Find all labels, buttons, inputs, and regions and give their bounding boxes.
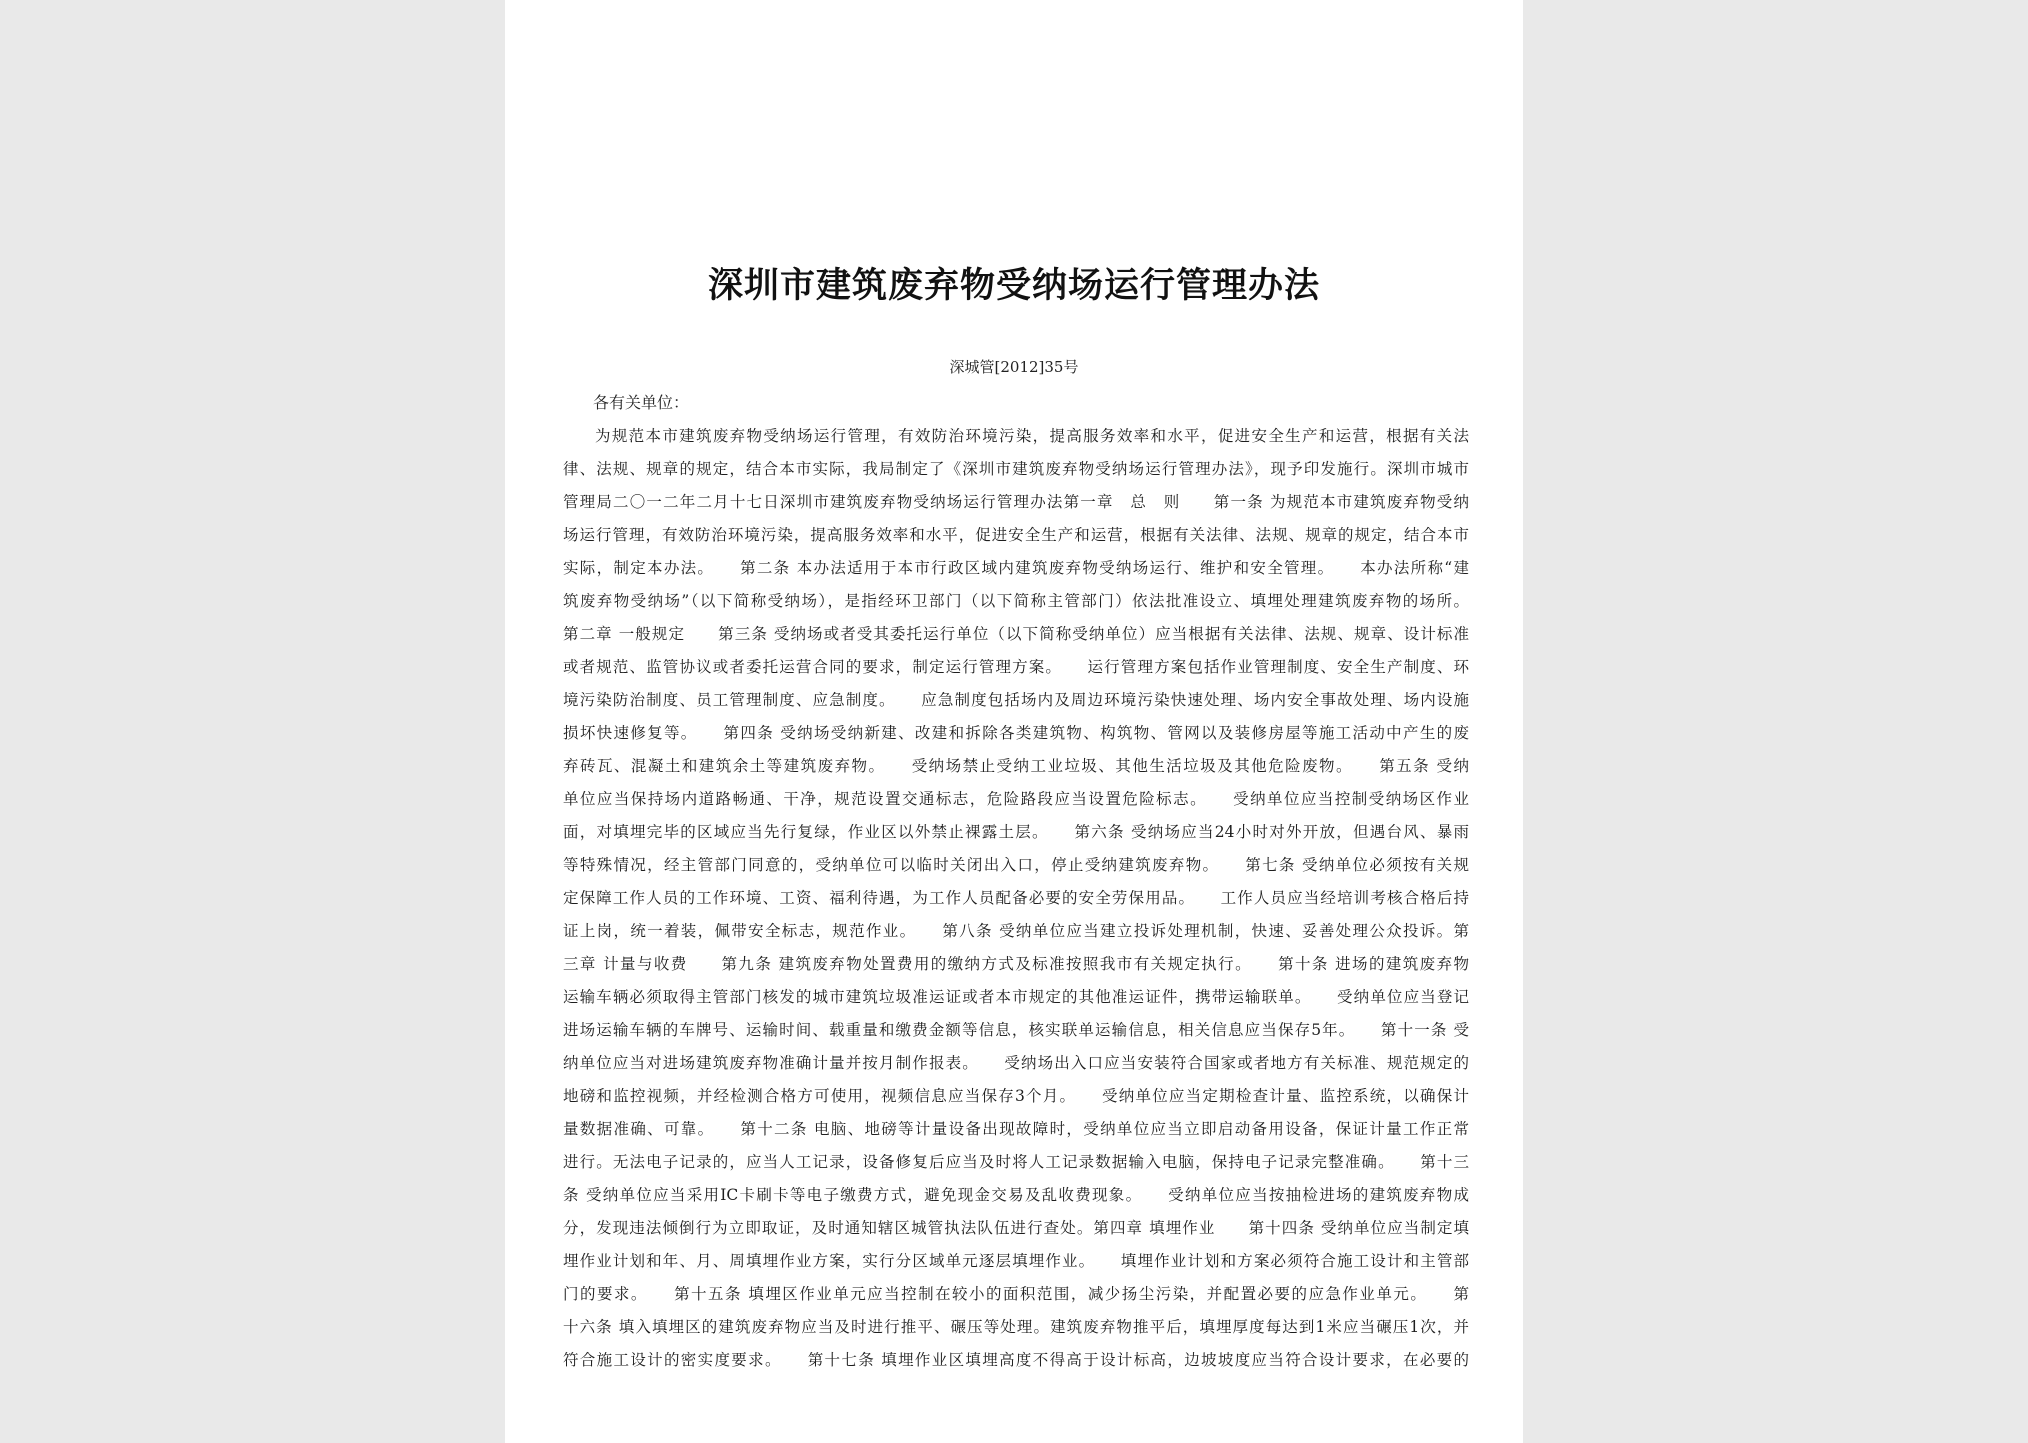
body-line: 三章 计量与收费 第九条 建筑废弃物处置费用的缴纳方式及标准按照我市有关规定执行。 第十条 进场的建筑废弃物 <box>563 955 1469 973</box>
body-line: 门的要求。 第十五条 填埋区作业单元应当控制在较小的面积范围，减少扬尘污染，并配置必要的应急作业单元。 第 <box>563 1285 1469 1303</box>
body-line: 损坏快速修复等。 第四条 受纳场受纳新建、改建和拆除各类建筑物、构筑物、管网以及装修房屋等施工活动中产生的废 <box>563 724 1469 742</box>
body-line: 地磅和监控视频，并经检测合格方可使用，视频信息应当保存3个月。 受纳单位应当定期检查计量、监控系统，以确保计 <box>563 1087 1469 1105</box>
body-line: 场运行管理，有效防治环境污染，提高服务效率和水平，促进安全生产和运营，根据有关法律、法规、规章的规定，结合本市 <box>563 526 1469 544</box>
body-line: 符合施工设计的密实度要求。 第十七条 填埋作业区填埋高度不得高于设计标高，边坡坡度应当符合设计要求，在必要的 <box>563 1351 1469 1369</box>
document-body <box>563 420 1469 1377</box>
body-line: 条 受纳单位应当采用IC卡刷卡等电子缴费方式，避免现金交易及乱收费现象。 受纳单位应当按抽检进场的建筑废弃物成 <box>563 1186 1469 1204</box>
body-line: 分，发现违法倾倒行为立即取证，及时通知辖区城管执法队伍进行查处。第四章 填埋作业 第十四条 受纳单位应当制定填 <box>563 1219 1469 1237</box>
body-line: 实际，制定本办法。 第二条 本办法适用于本市行政区域内建筑废弃物受纳场运行、维护和安全管理。 本办法所称“建 <box>563 559 1469 577</box>
salutation: 各有关单位： <box>593 393 690 412</box>
body-line: 运输车辆必须取得主管部门核发的城市建筑垃圾准运证或者本市规定的其他准运证件，携带运输联单。 受纳单位应当登记 <box>563 988 1469 1006</box>
document-title: 深圳市建筑废弃物受纳场运行管理办法 <box>707 266 1320 306</box>
body-line: 十六条 填入填埋区的建筑废弃物应当及时进行推平、碾压等处理。建筑废弃物推平后，填埋厚度每达到1米应当碾压1次，并 <box>563 1318 1469 1336</box>
body-line: 境污染防治制度、员工管理制度、应急制度。 应急制度包括场内及周边环境污染快速处理、场内安全事故处理、场内设施 <box>563 691 1469 709</box>
body-line: 埋作业计划和年、月、周填埋作业方案，实行分区域单元逐层填埋作业。 填埋作业计划和方案必须符合施工设计和主管部 <box>563 1252 1469 1270</box>
body-line: 纳单位应当对进场建筑废弃物准确计量并按月制作报表。 受纳场出入口应当安装符合国家或者地方有关标准、规范规定的 <box>563 1054 1469 1072</box>
body-line: 等特殊情况，经主管部门同意的，受纳单位可以临时关闭出入口，停止受纳建筑废弃物。 第七条 受纳单位必须按有关规 <box>563 856 1469 874</box>
body-line: 第二章 一般规定 第三条 受纳场或者受其委托运行单位（以下简称受纳单位）应当根据有关法律、法规、规章、设计标准 <box>563 625 1469 643</box>
body-line: 律、法规、规章的规定，结合本市实际，我局制定了《深圳市建筑废弃物受纳场运行管理办法》，现予印发施行。深圳市城市 <box>563 460 1469 478</box>
body-line: 进场运输车辆的车牌号、运输时间、载重量和缴费金额等信息，核实联单运输信息，相关信息应当保存5年。 第十一条 受 <box>563 1021 1469 1039</box>
body-line: 筑废弃物受纳场”（以下简称受纳场），是指经环卫部门（以下简称主管部门）依法批准设立、填埋处理建筑废弃物的场所。 <box>563 592 1469 610</box>
body-line: 量数据准确、可靠。 第十二条 电脑、地磅等计量设备出现故障时，受纳单位应当立即启动备用设备，保证计量工作正常 <box>563 1120 1469 1138</box>
body-line: 弃砖瓦、混凝土和建筑余土等建筑废弃物。 受纳场禁止受纳工业垃圾、其他生活垃圾及其他危险废物。 第五条 受纳 <box>563 757 1469 775</box>
body-line: 为规范本市建筑废弃物受纳场运行管理，有效防治环境污染，提高服务效率和水平，促进安全生产和运营，根据有关法 <box>595 427 1469 445</box>
body-line: 或者规范、监管协议或者委托运营合同的要求，制定运行管理方案。 运行管理方案包括作业管理制度、安全生产制度、环 <box>563 658 1469 676</box>
document-number: 深城管[2012]35号 <box>949 358 1079 376</box>
document-page <box>505 0 1523 1443</box>
body-line: 管理局二〇一二年二月十七日深圳市建筑废弃物受纳场运行管理办法第一章 总 则 第一条 为规范本市建筑废弃物受纳 <box>563 493 1469 511</box>
body-line: 定保障工作人员的工作环境、工资、福利待遇，为工作人员配备必要的安全劳保用品。 工作人员应当经培训考核合格后持 <box>563 889 1469 907</box>
body-line: 证上岗，统一着装，佩带安全标志，规范作业。 第八条 受纳单位应当建立投诉处理机制，快速、妥善处理公众投诉。第 <box>563 922 1469 940</box>
body-line: 面，对填埋完毕的区域应当先行复绿，作业区以外禁止裸露土层。 第六条 受纳场应当24小时对外开放，但遇台风、暴雨 <box>563 823 1469 841</box>
body-line: 进行。无法电子记录的，应当人工记录，设备修复后应当及时将人工记录数据输入电脑，保持电子记录完整准确。 第十三 <box>563 1153 1469 1171</box>
body-line: 单位应当保持场内道路畅通、干净，规范设置交通标志，危险路段应当设置危险标志。 受纳单位应当控制受纳场区作业 <box>563 790 1469 808</box>
